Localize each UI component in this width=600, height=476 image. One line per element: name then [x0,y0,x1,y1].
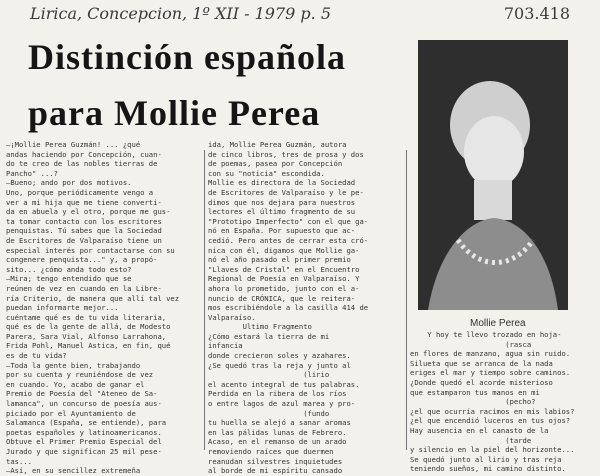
article-column-1: —¡Mollie Perea Guzmán! ... ¿qué andas haciendo por Concepción, cuan- do te creo de las nobles tierras de Pancho" ...? —Bueno; ando por dos motivos. Uno, porque periódicamente vengo a ver a mi hija que me tiene converti- da en abuela y el otro, porque me gus- ta tomar contacto con los escritores penquistas. Tú sabes que la Sociedad de Escritores de Valparaíso tiene un especial interés por contactarse con su congenere penquista..." y, a propó- sito... ¿cómo anda todo esto? —Mira; tengo entendido que se reúnen de vez en cuando en la Libre- ría Criterio, de manera que allí tal vez puedan informarte mejor... cuéntame qué es de tu vida literaria, qué es de la gente de allá, de Modesto Parera, Sara Vial, Alfonso Larrahona, Frida Pohl, Manuel Astica, en fin, qué es de tu vida? —Toda la gente bien, trabajando por su cuenta y reuniéndose de vez en cuando. Yo, acabo de ganar el Premio de Poesía del "Ateneo de Sa- lamanca", un concurso de poesía aus- piciado por el Ayuntamiento de Salamanca (España, se entiende), para poetas españoles y latinoamericanos. Obtuve el Primer Premio Especial del Jurado y que significan 25 mil pese- tas... —Así, en su sencillez extremeña [6,140,180,476]
photo-caption: Mollie Perea [470,318,526,329]
column-divider [204,150,205,450]
portrait-illustration [418,40,568,310]
article-column-3: Y hoy te llevo trozado en hoja- (rasca en flores de manzano, agua sin ruido. Silueta que se arranca de la nada eriges el mar y tiempo sobre caminos. ¿Donde quedó el acorde misterioso que estamparon tus manos en mi (pecho? ¿el que ocurría racimos en mis labios? ¿el que encendió luceros en tus ojos? Hay ausencia en el canasto de la (tarde y silencio en la piel del horizonte... Se quedó junto al lirio y tras reja teniendo sueños, mi camino distinto. [410,330,575,474]
headline-line-2: para Mollie Perea [28,93,321,133]
column-divider [406,150,407,450]
article-column-2: ida, Mollie Perea Guzmán, autora de cinco libros, tres de prosa y dos de poemas, pasea por Concepción con su "noticia" escondida. Mollie es directora de la Sociedad de Escritores de Valparaíso y le pe- dimos que nos dejara para nuestros lectores el último fragmento de su "Prototipo Imperfecto" con el que ga- nó en España. Por supuesto que ac- cedió. Pero antes de cerrar esta cró- nica con él, digamos que Mollie ga- nó el año pasado el primer premio "Llaves de Cristal" en el Encuentro Regional de Poesía en Valparaíso. Y ahora lo prometido, junto con el a- nuncio de CRÓNICA, que le reitera- mos escribiéndole a la casilla 414 de Valparaíso. Ultimo Fragmento ¿Cómo estará la tierra de mi infancia donde crecieron soles y azahares. ¿Se quedó tras la reja y junto al (lirio el acento integral de tus palabras. Perdida en la ribera de los ríos o entre lagos de azul marea y pro- (fundo tu huella se alejó a sanar aromas en las pálidas lunas de Febrero. Acaso, en el remanso de un arado removiendo raíces que duermen reanudan silvestres inquietudes al borde de mi espíritu cansado [208,140,369,476]
handwritten-source: Lirica, Concepcion, 1º XII - 1979 p. 5 [30,4,332,23]
headline-line-1: Distinción española [28,37,347,77]
handwritten-clipping-note [30,4,570,23]
reference-number: 703.418 [503,4,570,23]
portrait-photo [418,40,568,310]
